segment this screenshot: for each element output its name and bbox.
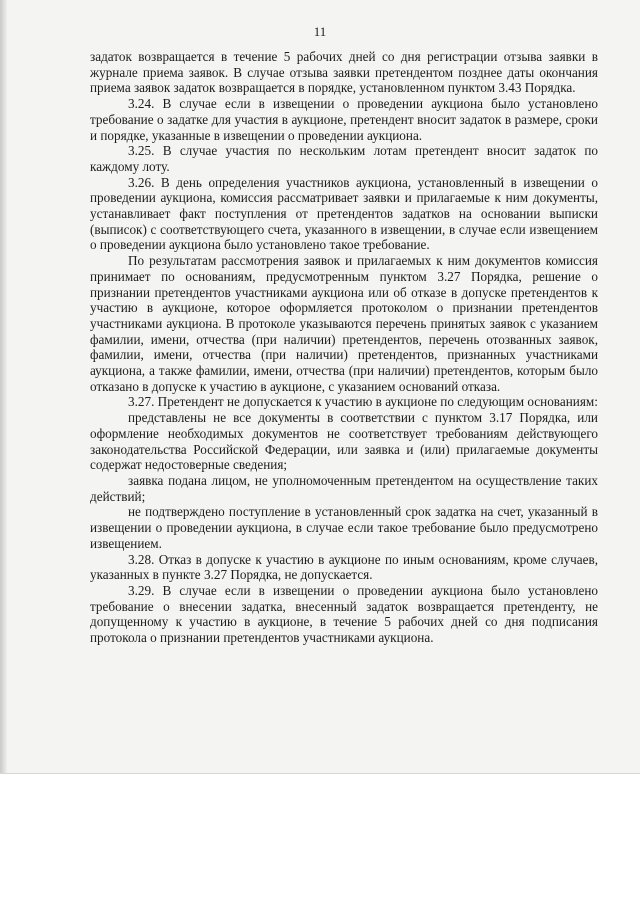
paragraph-3-27-ground-2: заявка подана лицом, не уполномоченным претендентом на осуществление таких действий; <box>90 472 598 504</box>
paragraph-3-26: 3.26. В день определения участников аукциона, установленный в извещении о проведении аукциона, комиссия рассматривает заявки и прилагаемые к ним документы, устанавливает факт поступления от претендентов задатков на основании выписки (выписок) с соответствующего счета, указанного в извещении, в случае если извещением о проведении аукциона было установлено такое требование. <box>90 174 598 253</box>
body-text <box>90 49 598 646</box>
paragraph-3-25: 3.25. В случае участия по нескольким лотам претендент вносит задаток по каждому лоту. <box>90 143 598 174</box>
paragraph-3-27-ground-1: представлены не все документы в соответствии с пунктом 3.17 Порядка, или оформление необходимых документов не соответствует требованиям действующего законодательства Российской Федерации, или заявка и (или) прилагаемые документы содержат недостоверные сведения; <box>90 410 598 473</box>
page-number: 11 <box>313 24 327 39</box>
scan-edge-shadow <box>0 0 7 773</box>
paragraph-3-29: 3.29. В случае если в извещении о проведении аукциона было установлено требование о внесении задатка, внесенный задаток возвращается претенденту, не допущенному к участию в аукционе, в течение 5 рабочих дней со дня подписания протокола о признании претендентов участниками аукциона. <box>90 582 598 646</box>
paragraph-3-28: 3.28. Отказ в допуске к участию в аукционе по иным основаниям, кроме случаев, указанных в пункте 3.27 Порядка, не допускается. <box>90 551 598 583</box>
paragraph-3-27: 3.27. Претендент не допускается к участию в аукционе по следующим основаниям: <box>128 394 598 410</box>
paragraph-3-27-ground-3: не подтверждено поступление в установленный срок задатка на счет, указанный в извещении о проведении аукциона, в случае если такое требование было предусмотрено извещением. <box>90 504 598 551</box>
paragraph-continuation: задаток возвращается в течение 5 рабочих дней со дня регистрации отзыва заявки в журнале приема заявок. В случае отзыва заявки претендентом позднее даты окончания приема заявок задаток возвращается в порядке, установленном пунктом 3.43 Порядка. <box>90 49 598 96</box>
paragraph-3-24: 3.24. В случае если в извещении о проведении аукциона было установлено требование о задатке для участия в аукционе, претендент вносит задаток в размере, сроки и порядке, указанные в извещении о проведении аукциона. <box>90 96 598 143</box>
paragraph-review-results: По результатам рассмотрения заявок и прилагаемых к ним документов комиссия принимает по основаниям, предусмотренным пунктом 3.27 Порядка, решение о признании претендентов участниками аукциона или об отказе в допуске претендентов к участию в аукционе, которое оформляется протоколом о признании претендентов участниками аукциона. В протоколе указываются перечень принятых заявок с указанием фамилии, имени, отчества (при наличии) претендентов, перечень отозванных заявок, фамилии, имени, отчества (при наличии) претендентов, признанных участниками аукциона, а также фамилии, имени, отчества (при наличии) претендентов, которым было отказано в допуске к участию в аукционе, с указанием оснований отказа. <box>90 253 598 394</box>
